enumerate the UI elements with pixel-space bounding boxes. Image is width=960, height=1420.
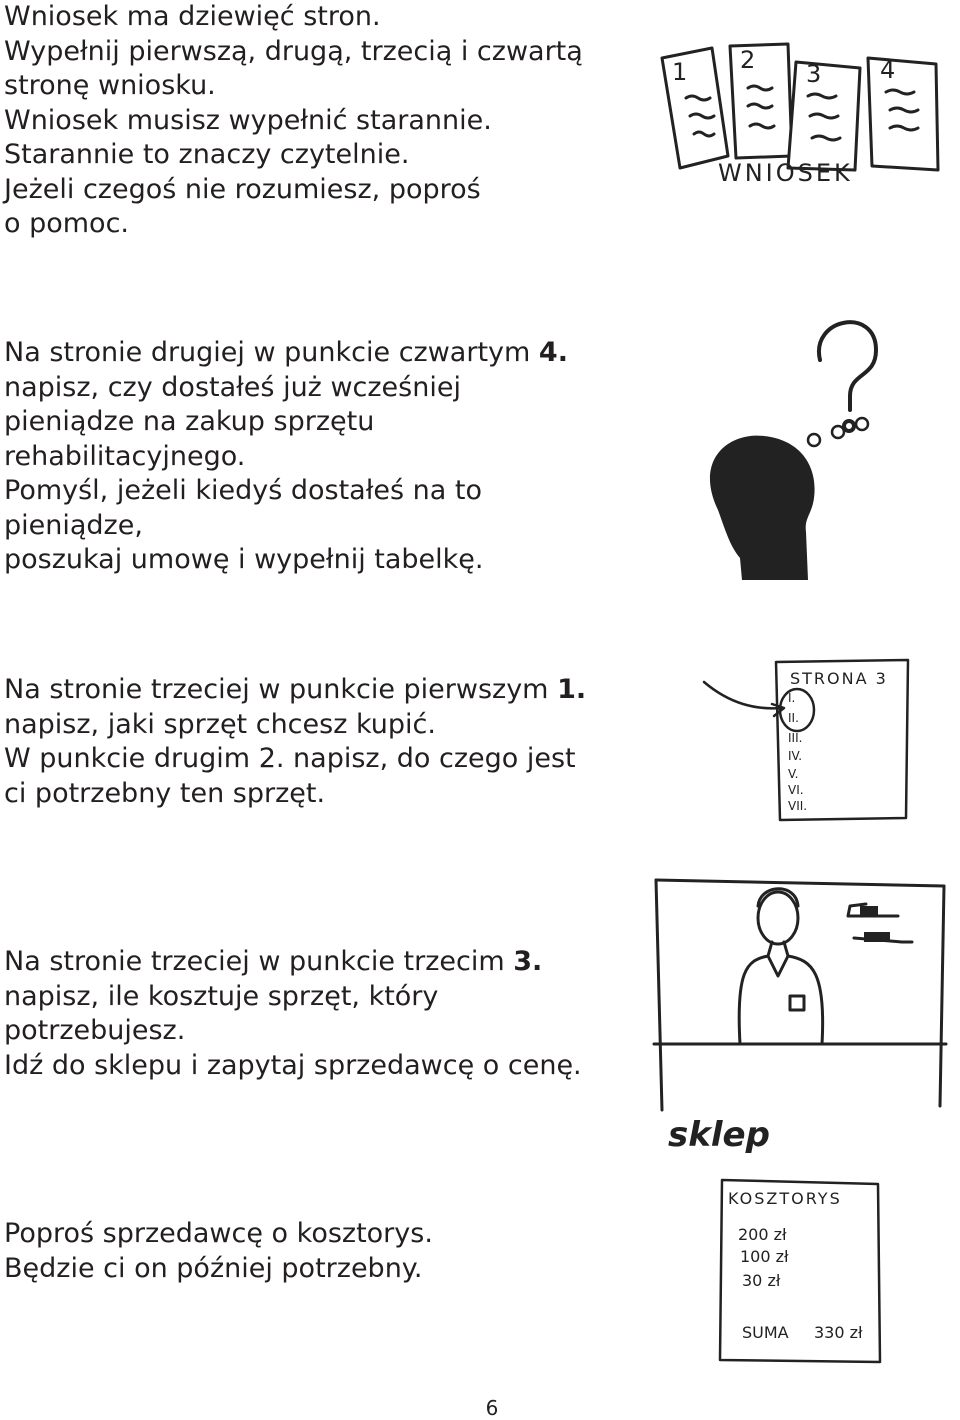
text-line: pieniądze na zakup sprzętu: [4, 406, 375, 437]
lead-text: Na stronie trzeciej w punkcie pierwszym: [4, 674, 558, 705]
text-line: poszukaj umowę i wypełnij tabelkę.: [4, 544, 484, 575]
text-line: stronę wniosku.: [4, 70, 216, 101]
text-line: Wniosek musisz wypełnić starannie.: [4, 104, 492, 136]
text-line: napisz, ile kosztuje sprzęt, który: [4, 980, 439, 1012]
form-item: IV.: [788, 749, 803, 763]
text-line: rehabilitacyjnego.: [4, 440, 246, 472]
lead-text: Na stronie drugiej w punkcie czwartym: [4, 337, 539, 368]
text-line: W punkcie drugim 2. napisz, do czego jest: [4, 743, 576, 774]
shop-clerk-icon: [650, 876, 950, 1156]
application-pages-icon: [650, 28, 950, 188]
form-item: VI.: [788, 783, 804, 797]
text-line: napisz, czy dostałeś już wcześniej: [4, 371, 461, 403]
text-line: [4, 945, 582, 980]
page-three-form-icon: [700, 660, 920, 830]
text-line: [4, 673, 586, 708]
text-line: ci potrzebny ten sprzęt.: [4, 777, 326, 809]
page-number-label: 1: [672, 58, 688, 86]
wniosek-caption: WNIOSEK: [718, 159, 853, 187]
estimate-sum-label: SUMA: [742, 1323, 789, 1342]
text-line: Jeżeli czegoś nie rozumiesz, poproś: [4, 173, 481, 205]
point-number: 1.: [557, 674, 587, 705]
text-line: Wniosek ma dziewięć stron.: [4, 1, 381, 32]
estimate-item: 30 zł: [742, 1271, 781, 1290]
shop-caption: sklep: [668, 1115, 770, 1155]
question-symbol: ?: [820, 327, 821, 328]
thinking-head-icon: [698, 300, 898, 580]
cost-estimate-icon: [718, 1178, 888, 1368]
lead-text: Na stronie trzeciej w punkcie trzecim: [4, 946, 514, 977]
page-number-label: 4: [880, 56, 896, 84]
page-three-point-three: [4, 945, 582, 1083]
form-item: III.: [788, 731, 803, 745]
text-line: napisz, jaki sprzęt chcesz kupić.: [4, 708, 436, 740]
text-line: Idź do sklepu i zapytaj sprzedawcę o cenę.: [4, 1049, 582, 1081]
text-line: Poproś sprzedawcę o kosztorys.: [4, 1218, 433, 1249]
intro-text-block: [4, 0, 583, 242]
page-number: 6: [485, 1396, 499, 1420]
estimate-sum-value: 330 zł: [814, 1323, 863, 1342]
form-item: II.: [788, 711, 799, 725]
page-three-points-one-two: [4, 673, 586, 811]
form-item: I.: [788, 691, 796, 705]
page-two-instructions: [4, 336, 568, 578]
text-line: Starannie to znaczy czytelnie.: [4, 139, 410, 170]
text-line: Będzie ci on później potrzebny.: [4, 1252, 423, 1284]
text-line: o pomoc.: [4, 208, 130, 239]
estimate-item: 200 zł: [738, 1225, 787, 1244]
text-line: pieniądze,: [4, 509, 143, 541]
point-number: 3.: [513, 946, 543, 977]
form-item: V.: [788, 767, 799, 781]
text-line: Wypełnij pierwszą, drugą, trzecią i czwartą: [4, 35, 583, 67]
page-number-label: 3: [806, 60, 822, 88]
estimate-item: 100 zł: [740, 1247, 789, 1266]
point-number: 4.: [538, 337, 568, 368]
estimate-title: KOSZTORYS: [728, 1189, 842, 1208]
text-line: Pomyśl, jeżeli kiedyś dostałeś na to: [4, 475, 482, 506]
text-line: [4, 336, 568, 371]
text-line: potrzebujesz.: [4, 1015, 186, 1046]
form-item: VII.: [788, 799, 808, 813]
estimate-instructions: [4, 1217, 433, 1286]
page-number-label: 2: [740, 46, 756, 74]
form-title: STRONA 3: [790, 669, 888, 688]
